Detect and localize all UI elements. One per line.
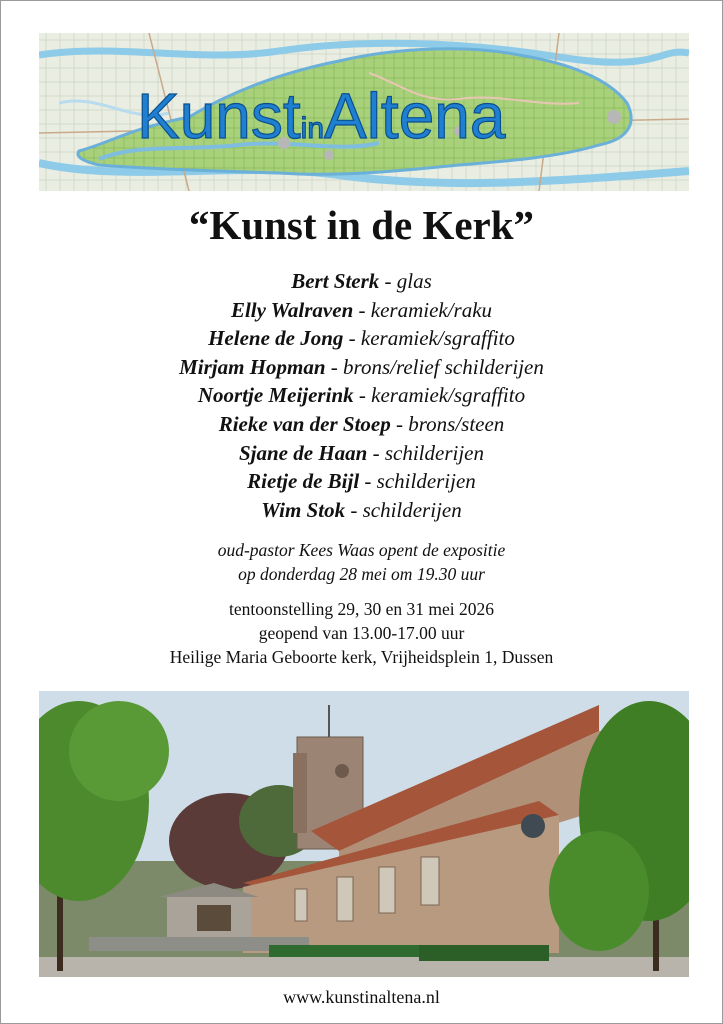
exhibition-dates: tentoonstelling 29, 30 en 31 mei 2026 — [229, 599, 494, 619]
exhibition-info — [1, 597, 722, 669]
region-map-icon — [39, 33, 689, 191]
website-url[interactable]: www.kunstinaltena.nl — [283, 987, 440, 1007]
church-photo — [39, 691, 689, 977]
artist-separator: - — [353, 297, 371, 322]
poster-title: “Kunst in de Kerk” — [188, 202, 535, 248]
artist-name: Sjane de Haan — [238, 440, 368, 465]
banner — [39, 33, 689, 191]
artist-separator: - — [343, 326, 361, 351]
opening-line: oud-pastor Kees Waas opent de expositie — [217, 540, 506, 560]
artist-row — [1, 267, 722, 296]
artist-separator: - — [353, 383, 372, 408]
artist-separator: - — [345, 497, 363, 522]
artist-separator: - — [325, 354, 344, 379]
logo-text: KunstinAltena — [137, 80, 506, 152]
artist-name: Elly Walraven — [230, 297, 354, 322]
artist-separator: - — [379, 269, 397, 293]
church-photo-icon — [39, 691, 689, 977]
artist-medium: brons/steen — [408, 411, 505, 436]
opening-hours: geopend van 13.00-17.00 uur — [258, 623, 465, 643]
artist-row — [1, 296, 722, 325]
artist-medium: schilderijen — [376, 469, 476, 494]
artist-name: Bert Sterk — [291, 269, 380, 293]
artist-medium: keramiek/sgraffito — [371, 383, 526, 408]
venue-address: Heilige Maria Geboorte kerk, Vrijheidsplein 1, Dussen — [169, 647, 554, 667]
artist-separator: - — [390, 411, 409, 436]
artist-name: Mirjam Hopman — [179, 354, 326, 379]
artist-medium: glas — [396, 269, 432, 293]
artist-row — [1, 467, 722, 496]
opening-date-line: op donderdag 28 mei om 19.30 uur — [238, 563, 485, 584]
artist-list — [1, 267, 722, 524]
artist-name: Rietje de Bijl — [247, 469, 360, 494]
artist-separator: - — [359, 469, 377, 494]
opening-announcement — [1, 539, 722, 586]
artist-medium: brons/relief schilderijen — [343, 354, 544, 379]
artist-name: Wim Stok — [261, 497, 346, 522]
artist-row — [1, 353, 722, 382]
artist-row — [1, 410, 722, 439]
artist-name: Rieke van der Stoep — [218, 411, 391, 436]
artist-medium: keramiek/raku — [370, 297, 493, 322]
artist-medium: schilderijen — [384, 440, 484, 465]
artist-medium: schilderijen — [362, 497, 462, 522]
artist-row — [1, 496, 722, 525]
artist-medium: keramiek/sgraffito — [360, 326, 515, 351]
artist-separator: - — [367, 440, 385, 465]
artist-row — [1, 439, 722, 468]
artist-row — [1, 324, 722, 353]
artist-name: Noortje Meijerink — [197, 383, 354, 408]
artist-row — [1, 381, 722, 410]
artist-name: Helene de Jong — [208, 326, 344, 351]
